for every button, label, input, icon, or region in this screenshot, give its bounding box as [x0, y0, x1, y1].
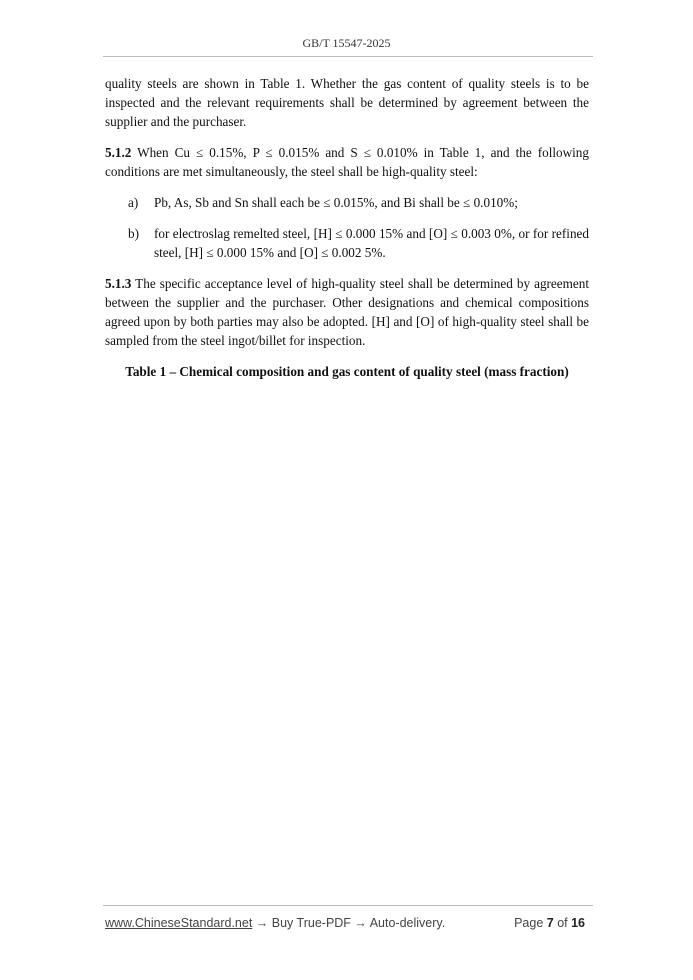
table-title: Table 1 – Chemical composition and gas content of quality steel (mass fraction): [125, 364, 569, 379]
document-code-header: GB/T 15547-2025: [302, 36, 391, 50]
page-number: Page 7 of 16: [514, 916, 585, 930]
clause-number: 5.1.2: [105, 145, 132, 160]
page-body: [105, 74, 589, 381]
list-marker: a): [128, 195, 139, 210]
intro-paragraph: quality steels are shown in Table 1. Whether the gas content of quality steels is to be inspected and the relevant requirements shall be determined by agreement between the supplier and the purchaser.: [105, 76, 589, 129]
total-pages: 16: [571, 916, 585, 930]
clause-5-1-3: [105, 274, 589, 350]
header-divider: [103, 56, 593, 57]
clause-5-1-2: [105, 143, 589, 181]
footer-tagline: → Buy True-PDF → Auto-delivery.: [252, 916, 446, 930]
clause-text: The specific acceptance level of high-quality steel shall be determined by agreement between the supplier and the purchaser. Other designations and chemical compositions agreed upon by both parties may also be adopted. [H] and [O] of high-quality steel shall be sampled from the steel ingot/billet for inspection.: [105, 276, 589, 348]
list-item-text: Pb, As, Sb and Sn shall each be ≤ 0.015%, and Bi shall be ≤ 0.010%;: [154, 195, 518, 210]
list-item-b: [105, 224, 589, 262]
current-page: 7: [546, 916, 554, 930]
footer-promo: [105, 916, 445, 930]
clause-number: 5.1.3: [105, 276, 132, 291]
list-marker: b): [128, 226, 139, 241]
list-item-text: for electroslag remelted steel, [H] ≤ 0.000 15% and [O] ≤ 0.003 0%, or for refined steel, [H] ≤ 0.000 15% and [O] ≤ 0.002 5%.: [154, 226, 589, 260]
list-item-a: [105, 193, 589, 212]
website-link[interactable]: www.ChineseStandard.net: [105, 916, 253, 930]
clause-text: When Cu ≤ 0.15%, P ≤ 0.015% and S ≤ 0.010% in Table 1, and the following conditions are met simultaneously, the steel shall be high-quality steel:: [105, 145, 589, 179]
footer-divider: [103, 905, 593, 906]
